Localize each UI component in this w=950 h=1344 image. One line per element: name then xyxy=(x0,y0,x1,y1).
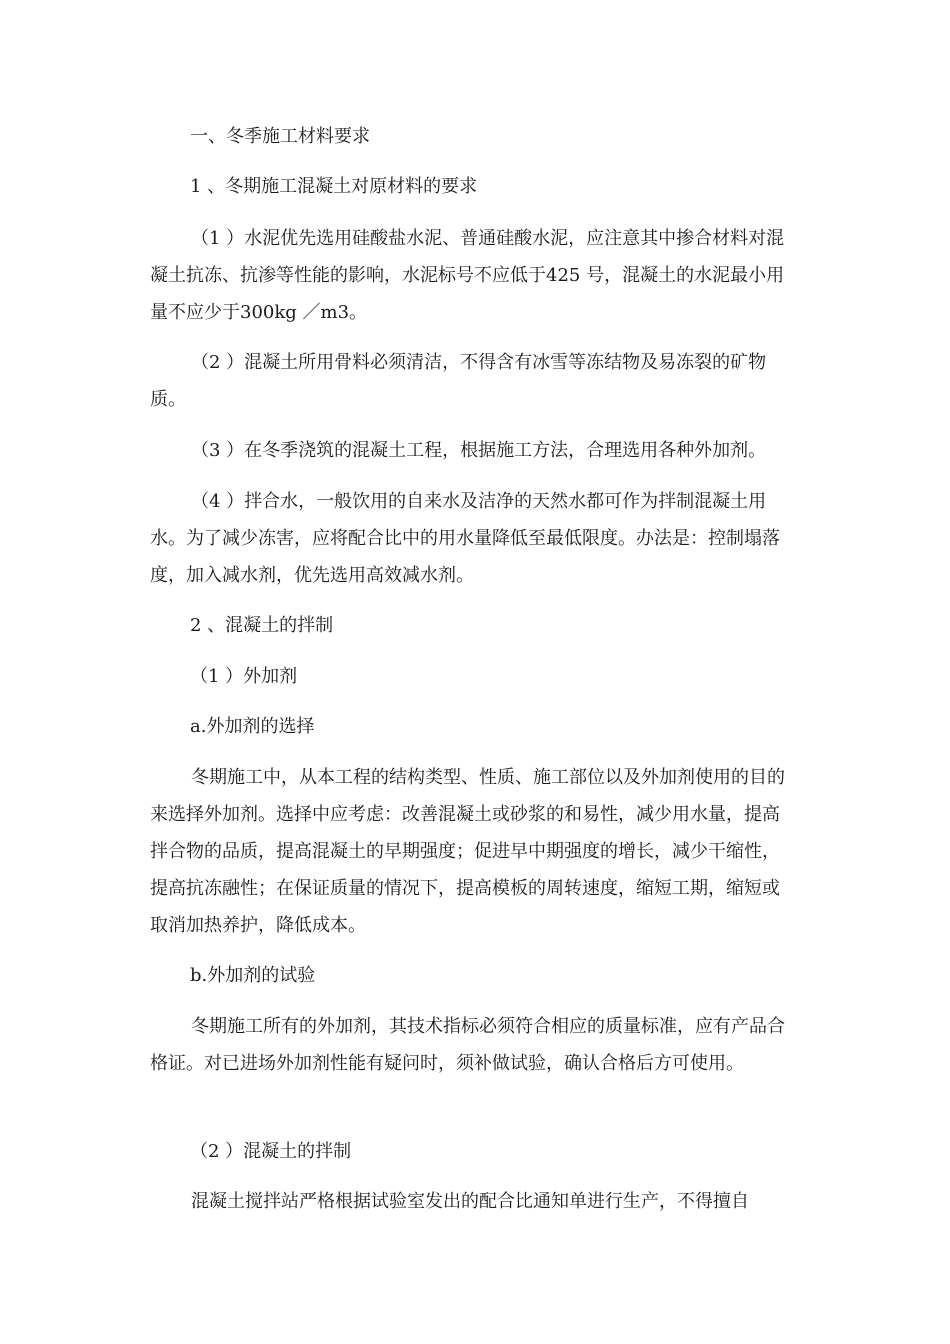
section2-sub2-body: 混凝土搅拌站严格根据试验室发出的配合比通知单进行生产，不得擅自 xyxy=(191,1191,749,1212)
section2-sub2-title: （2 ）混凝土的拌制 xyxy=(190,1141,352,1162)
section1-item2: （2 ）混凝土所用骨料必须清洁，不得含有冰雪等冻结物及易冻裂的矿物质。 xyxy=(150,352,767,410)
section2-sub1-title: （1 ）外加剂 xyxy=(190,666,298,687)
section2-a-title: a.外加剂的选择 xyxy=(190,716,315,737)
section1-title: 1 、冬期施工混凝土对原材料的要求 xyxy=(190,176,478,197)
section2-b-body: 冬期施工所有的外加剂，其技术指标必须符合相应的质量标准，应有产品合格证。对已进场外加剂性能有疑问时，须补做试验，确认合格后方可使用。 xyxy=(150,1016,785,1074)
section-heading: 一、冬季施工材料要求 xyxy=(190,126,370,147)
section1-item1: （1 ）水泥优先选用硅酸盐水泥、普通硅酸水泥，应注意其中掺合材料对混凝土抗冻、抗渗等性能的影响，水泥标号不应低于425 号，混凝土的水泥最小用量不应少于300kg ／m3。 xyxy=(150,228,785,323)
section2-title: 2 、混凝土的拌制 xyxy=(190,615,334,636)
section1-item4: （4 ）拌合水，一般饮用的自来水及洁净的天然水都可作为拌制混凝土用水。为了减少冻害，应将配合比中的用水量降低至最低限度。办法是：控制塌落度，加入减水剂，优先选用高效减水剂。 xyxy=(150,491,780,586)
section2-a-body: 冬期施工中，从本工程的结构类型、性质、施工部位以及外加剂使用的目的来选择外加剂。选择中应考虑：改善混凝土或砂浆的和易性，减少用水量，提高拌合物的品质，提高混凝土的早期强度；促进早中期强度的增长，减少干缩性，提高抗冻融性；在保证质量的情况下，提高模板的周转速度，缩短工期，缩短或取消加热养护，降低成本。 xyxy=(150,767,785,936)
section2-b-title: b.外加剂的试验 xyxy=(190,965,316,986)
section1-item3: （3 ）在冬季浇筑的混凝土工程，根据施工方法，合理选用各种外加剂。 xyxy=(191,440,767,461)
